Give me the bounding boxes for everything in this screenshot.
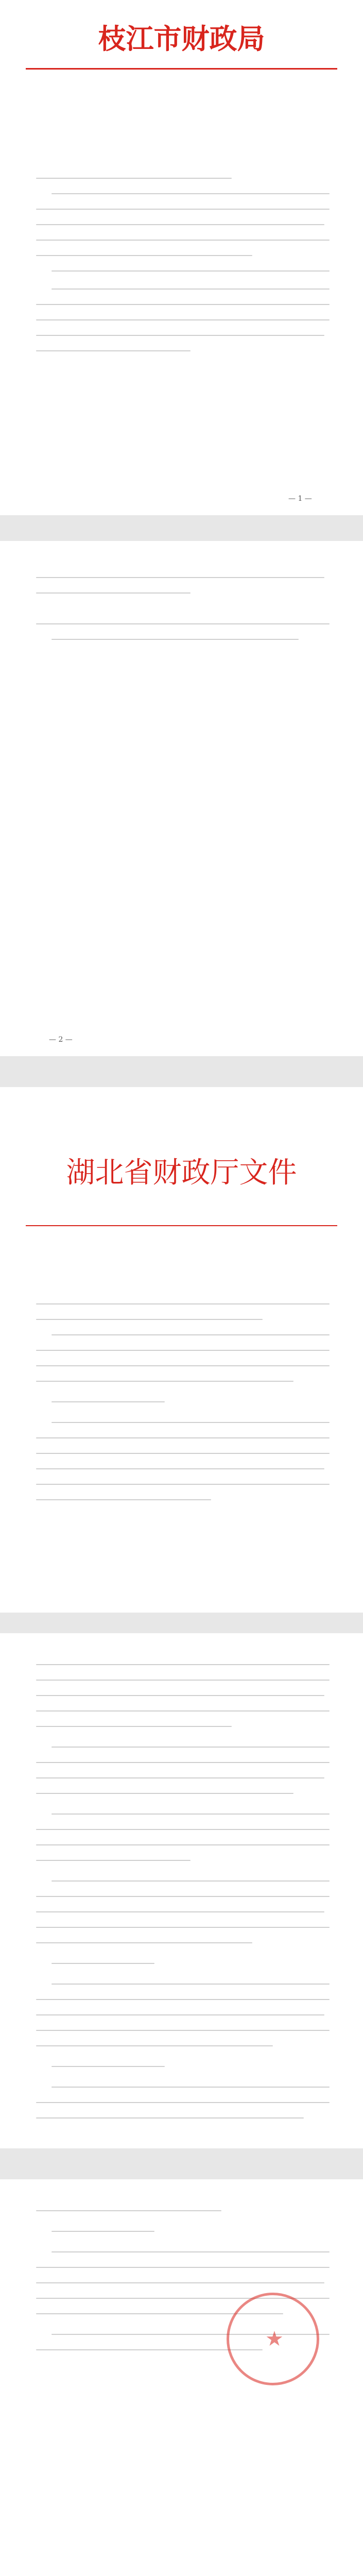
document-page-2 — [0, 541, 363, 1056]
document-page-1 — [0, 0, 363, 515]
page-number: — 1 — — [288, 495, 312, 503]
letterhead-rule — [26, 1225, 337, 1226]
page-number: — 2 — — [49, 1036, 73, 1044]
document-page-5 — [0, 2179, 363, 2576]
letterhead-title: 湖北省财政厅文件 — [66, 1156, 297, 1190]
seal-star-icon: ★ — [265, 2327, 284, 2351]
document-page-4 — [0, 1633, 363, 2148]
letterhead-title: 枝江市财政局 — [98, 22, 265, 55]
letterhead-rule — [26, 68, 337, 70]
document-page-3 — [0, 1087, 363, 1613]
official-seal-stamp — [227, 2293, 319, 2385]
